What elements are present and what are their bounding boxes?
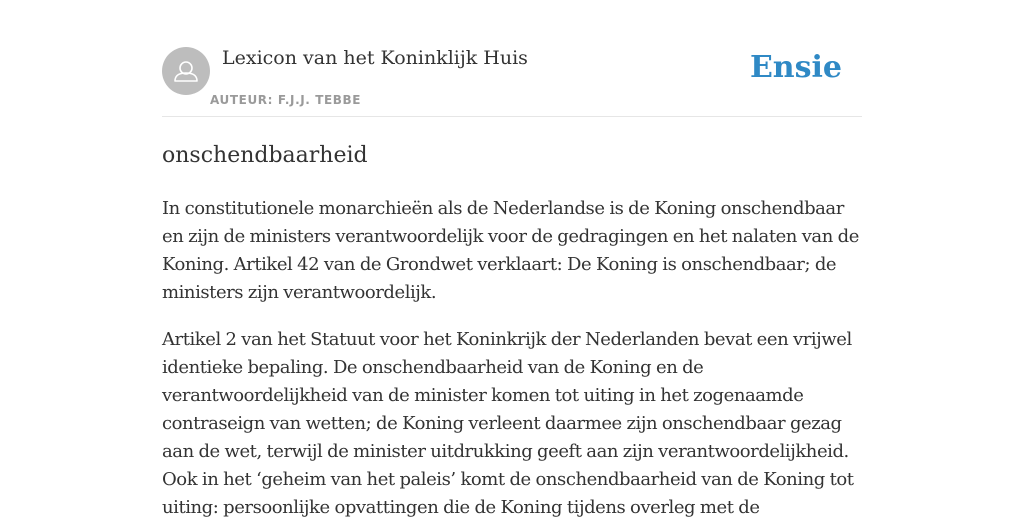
book-title-link[interactable]: Lexicon van het Koninklijk Huis — [222, 47, 528, 69]
article-paragraph: In constitutionele monarchieën als de Nederlandse is de Koning onschendbaar en zijn de ministers verantwoordelijk voor de gedragingen en het nalaten van de Koning. Artikel 42 van de Grondwet verklaart: De Koning is onschendbaar; de ministers zijn verantwoordelijk. — [162, 198, 859, 303]
article-paragraph: Artikel 2 van het Statuut voor het Koninkrijk der Nederlanden bevat een vrijwel identieke bepaling. De onschendbaarheid van de Koning en de verantwoordelijkheid van de minister komen tot uiting in het zogenaamde contraseign van wetten; de Koning verleent daarmee zijn onschendbaar gezag aan de wet, terwijl de minister uitdrukking geeft aan zijn verantwoordelijkheid. Ook in het ‘geheim van het paleis’ komt de onschendbaarheid van de Koning tot uiting: persoonlijke opvattingen die de Koning tijdens overleg met de — [162, 329, 854, 518]
author-name[interactable]: F.J.J. TEBBE — [277, 93, 362, 107]
user-outline-icon — [162, 47, 210, 95]
author-line — [210, 92, 361, 108]
article-title: onschendbaarheid — [162, 143, 368, 168]
article-header — [162, 0, 862, 117]
article-page — [162, 0, 862, 522]
brand-logo[interactable]: Ensie — [749, 50, 842, 85]
author-avatar-icon[interactable] — [162, 47, 210, 95]
author-label: AUTEUR: — [210, 93, 274, 107]
